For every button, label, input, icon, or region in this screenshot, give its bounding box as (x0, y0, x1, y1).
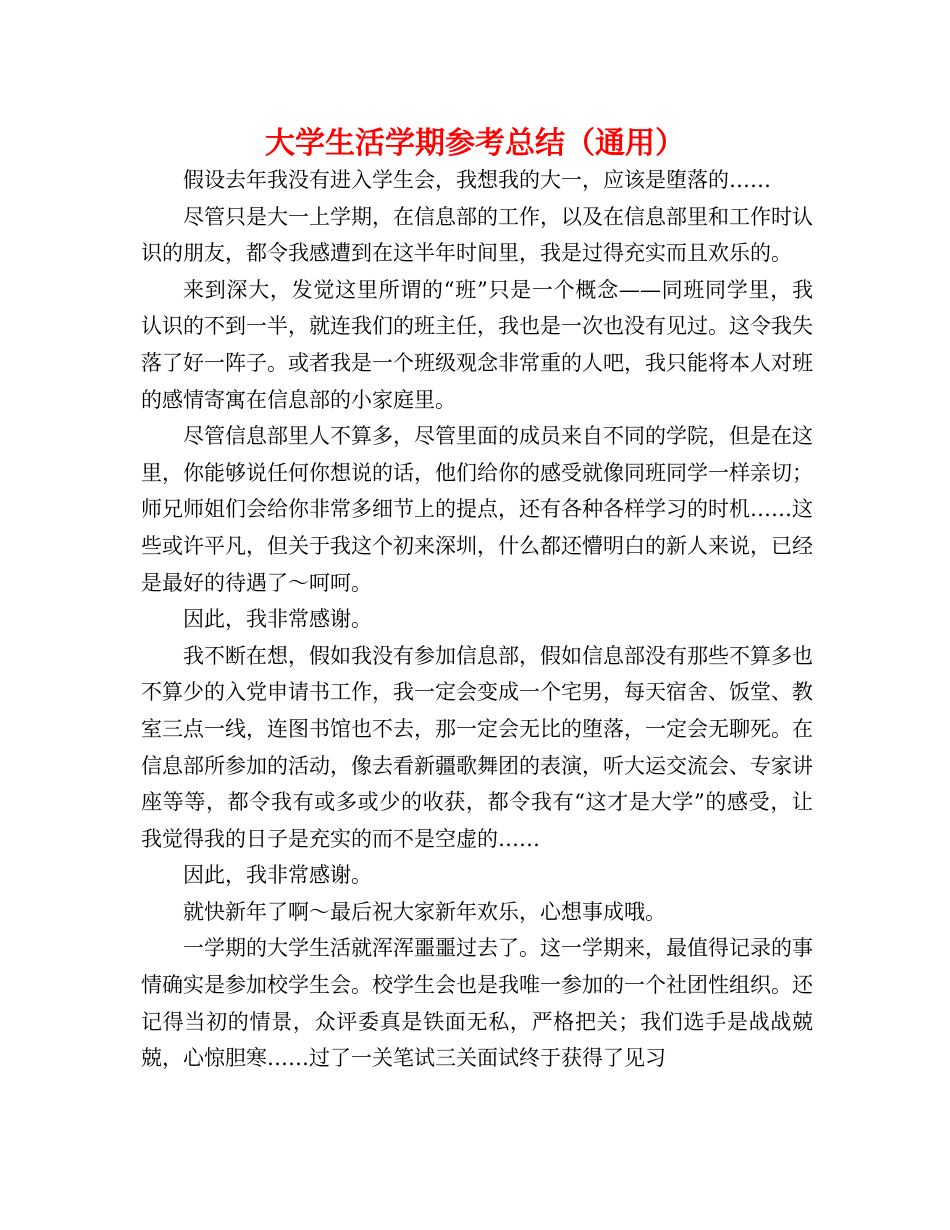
paragraph: 因此，我非常感谢。 (183, 863, 372, 888)
paragraph: 就快新年了啊～最后祝大家新年欢乐，心想事成哦。 (183, 899, 666, 924)
document-body (141, 162, 813, 1077)
paragraph: 假设去年我没有进入学生会，我想我的大一，应该是堕落的…… (183, 168, 771, 192)
paragraph: 一学期的大学生活就浑浑噩噩过去了。这一学期来，最值得记录的事情确实是参加校学生会。校学生会也是我唯一参加的一个社团性组织。还记得当初的情景，众评委真是铁面无私，严格把关；我们选手是战战兢兢，心惊胆寒……过了一关笔试三关面试终于获得了见习 (141, 936, 813, 1071)
paragraph: 来到深大，发觉这里所谓的“班”只是一个概念——同班同学里，我认识的不到一半，就连我们的班主任，我也是一次也没有见过。这令我失落了好一阵子。或者我是一个班级观念非常重的人吧，我只能将本人对班的感情寄寓在信息部的小家庭里。 (141, 277, 813, 412)
paragraph: 尽管信息部里人不算多，尽管里面的成员来自不同的学院，但是在这里，你能够说任何你想说的话，他们给你的感受就像同班同学一样亲切；师兄师姐们会给你非常多细节上的提点，还有各种各样学习的时机……这些或许平凡，但关于我这个初来深圳，什么都还懵明白的新人来说，已经是最好的待遇了～呵呵。 (141, 424, 813, 595)
paragraph: 我不断在想，假如我没有参加信息部，假如信息部没有那些不算多也不算少的入党申请书工作，我一定会变成一个宅男，每天宿舍、饭堂、教室三点一线，连图书馆也不去，那一定会无比的堕落，一定会无聊死。在信息部所参加的活动，像去看新疆歌舞团的表演，听大运交流会、专家讲座等等，都令我有或多或少的收获，都令我有“这才是大学”的感受，让我觉得我的日子是充实的而不是空虚的…… (141, 643, 813, 851)
document-title: 大学生活学期参考总结（通用） (265, 126, 685, 161)
paragraph: 尽管只是大一上学期，在信息部的工作，以及在信息部里和工作时认识的朋友，都令我感遭到在这半年时间里，我是过得充实而且欢乐的。 (141, 204, 813, 266)
paragraph: 因此，我非常感谢。 (183, 607, 372, 632)
